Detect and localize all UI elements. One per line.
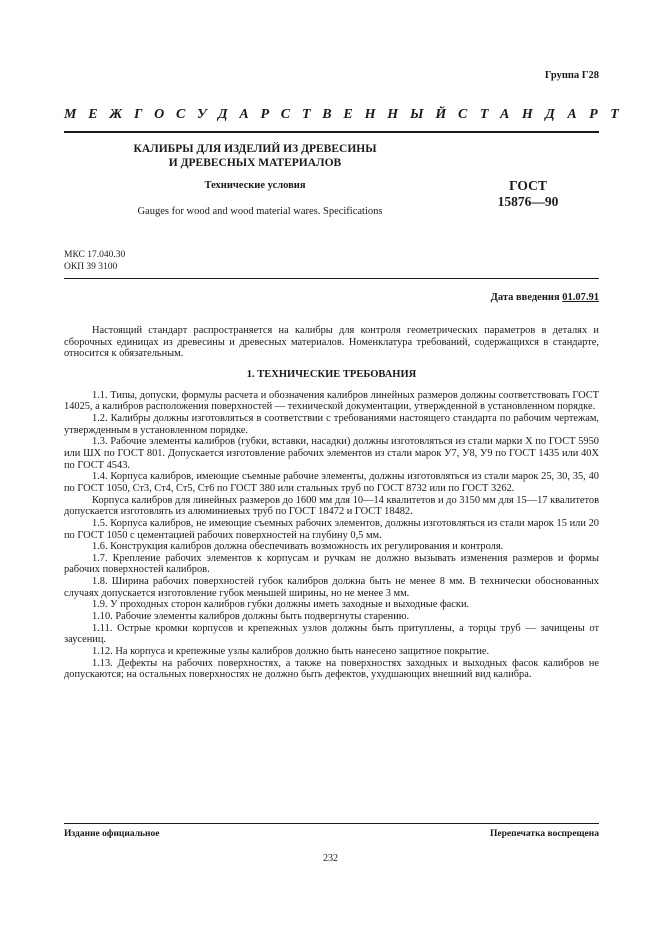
footer-rule — [64, 823, 599, 824]
intro-paragraph: Настоящий стандарт распространяется на калибры для контроля геометрических параметров в деталях и сборочных единицах из древесины и древесных материалов. Номенклатура требований, содержащихся в стандарте, относится к обязательным. — [64, 325, 599, 360]
group-code: Группа Г28 — [544, 70, 599, 81]
page-number: 232 — [323, 853, 338, 864]
paragraph: 1.4. Корпуса калибров, имеющие съемные рабочие элементы, должны изготовляться из стали марок 25, 30, 35, 40 по ГОСТ 1050, Ст3, Ст4, Ст5, Ст6 по ГОСТ 380 или стальных труб по ГОСТ 8732 или по ГОСТ 3262. — [64, 471, 599, 494]
english-title: Gauges for wood and wood material wares. Specifications — [137, 206, 383, 217]
paragraph: 1.10. Рабочие элементы калибров должны быть подвергнуты старению. — [92, 611, 410, 623]
paragraph: 1.7. Крепление рабочих элементов к корпусам и ручкам не должно вызывать изменения размеров и формы рабочих поверхностей калибров. — [64, 552, 599, 576]
gost-number: 15876—90 — [497, 194, 559, 209]
header-rule — [64, 131, 599, 133]
standard-heading — [64, 107, 632, 123]
date-label: Дата введения — [490, 292, 560, 303]
standard-word-standard: СТАНДАРТ — [458, 107, 632, 122]
gost-label: ГОСТ — [509, 178, 547, 193]
introduction-date — [491, 292, 599, 303]
document-body — [64, 325, 599, 681]
title-line-2: И ДРЕВЕСНЫХ МАТЕРИАЛОВ — [168, 157, 342, 169]
paragraph: 1.8. Ширина рабочих поверхностей губок калибров должна быть не менее 8 мм. В технически обоснованных случаях допускается изготовление губок меньшей ширины, но не менее 3 мм. — [64, 576, 599, 599]
standard-word-interstate: МЕЖГОСУДАРСТВЕННЫЙ — [64, 107, 459, 122]
title-line-1: КАЛИБРЫ ДЛЯ ИЗДЕЛИЙ ИЗ ДРЕВЕСИНЫ — [133, 143, 377, 155]
section-heading: 1. ТЕХНИЧЕСКИЕ ТРЕБОВАНИЯ — [246, 368, 417, 380]
paragraph: 1.6. Конструкция калибров должна обеспечивать возможность их регулирования и контроля. — [92, 541, 504, 553]
paragraph: 1.12. На корпуса и крепежные узлы калибров должно быть нанесено защитное покрытие. — [92, 646, 490, 658]
paragraph: 1.2. Калибры должны изготовляться в соответствии с требованиями настоящего стандарта по рабочим чертежам, утвержденным в установленном порядке. — [64, 412, 599, 436]
paragraph: 1.11. Острые кромки корпусов и крепежных узлов должны быть притуплены, а торцы труб — зачищены от заусениц. — [64, 622, 599, 646]
date-value: 01.07.91 — [562, 292, 599, 303]
okp-code: ОКП 39 3100 — [64, 261, 118, 272]
paragraph: 1.9. У проходных сторон калибров губки должны иметь заходные и выходные фаски. — [92, 599, 470, 611]
gost-designation — [468, 178, 588, 210]
mks-code: МКС 17.040.30 — [64, 250, 126, 260]
paragraph: 1.5. Корпуса калибров, не имеющие съемных рабочих элементов, должны изготовляться из стали марок 15 или 20 по ГОСТ 1050 с цементацией рабочих поверхностей на глубину 0,5 мм. — [64, 517, 599, 541]
paragraph: 1.13. Дефекты на рабочих поверхностях, а также на поверхностях заходных и выходных фасок калибров не допускаются; на остальных поверхностях не должно быть дефектов, ухудшающих внешний вид калибра. — [64, 657, 599, 681]
document-title — [110, 142, 400, 170]
paragraph: Корпуса калибров для линейных размеров до 1600 мм для 10—14 квалитетов и до 3150 мм для 15—17 квалитетов допускается изготовлять из алюминиевых труб по ГОСТ 18472 и ГОСТ 18482. — [64, 494, 599, 518]
footer-official-edition: Издание официальное — [64, 829, 160, 839]
document-subtitle: Технические условия — [204, 180, 306, 191]
codes-rule — [64, 278, 599, 279]
classification-codes — [64, 250, 125, 273]
paragraph: 1.3. Рабочие элементы калибров (губки, вставки, насадки) должны изготовляться из стали марки Х по ГОСТ 5950 или ШХ по ГОСТ 801. Допускается изготовление рабочих элементов из стали марок У7, У8, У9 по ГОСТ 1435 или 40Х по ГОСТ 4543. — [64, 436, 599, 471]
footer-reprint-prohibited: Перепечатка воспрещена — [489, 829, 599, 839]
paragraph: 1.1. Типы, допуски, формулы расчета и обозначения калибров линейных размеров должны соответствовать ГОСТ 14025, а калибров расположения поверхностей — технической документации, утвержденной в установленном порядке. — [64, 389, 599, 413]
